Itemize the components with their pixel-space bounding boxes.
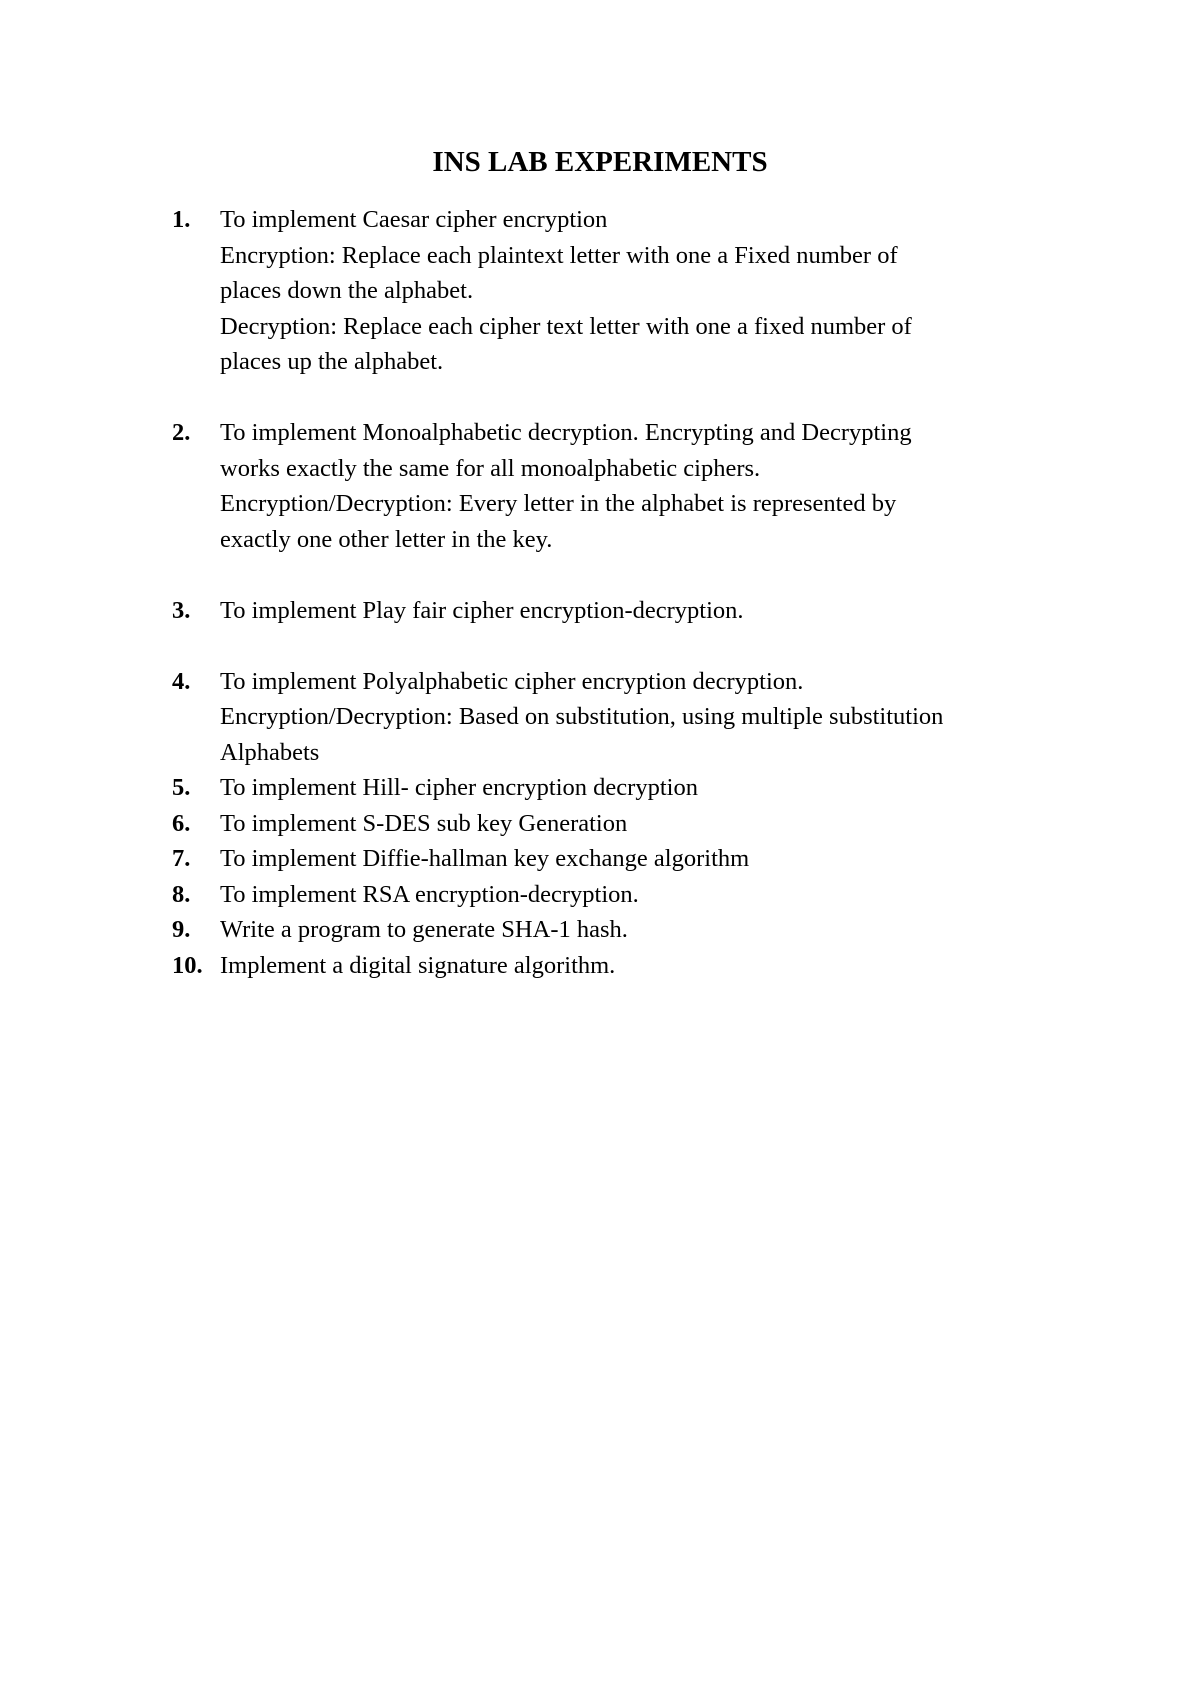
list-item-9 xyxy=(172,912,1092,948)
item-number: 4. xyxy=(172,667,191,695)
item-line: places down the alphabet. xyxy=(220,277,474,304)
list-item-7 xyxy=(172,841,1092,877)
list-item-2 xyxy=(172,415,1092,557)
item-line: works exactly the same for all monoalphabetic ciphers. xyxy=(220,454,761,482)
item-line: Encryption: Replace each plaintext letter with one a Fixed number of xyxy=(220,241,898,269)
item-line: exactly one other letter in the key. xyxy=(220,525,553,553)
list-item-4 xyxy=(172,664,1092,771)
item-line: Decryption: Replace each cipher text letter with one a fixed number of xyxy=(220,312,912,340)
item-line: To implement Play fair cipher encryption-decryption. xyxy=(220,596,744,624)
item-line: To implement Polyalphabetic cipher encryption decryption. xyxy=(220,667,804,695)
item-number: 8. xyxy=(172,880,191,908)
item-line: To implement Caesar cipher encryption xyxy=(220,206,608,233)
list-item-10 xyxy=(172,948,1092,984)
item-number: 10. xyxy=(172,951,203,979)
item-line: Write a program to generate SHA-1 hash. xyxy=(220,916,628,943)
item-line: Encryption/Decryption: Every letter in the alphabet is represented by xyxy=(220,490,897,517)
list-item-3 xyxy=(172,593,1092,629)
item-line: places up the alphabet. xyxy=(220,348,444,375)
item-number: 5. xyxy=(172,774,191,801)
list-item-8 xyxy=(172,877,1092,913)
item-number: 2. xyxy=(172,419,191,446)
item-line: To implement S-DES sub key Generation xyxy=(220,809,628,837)
item-number: 7. xyxy=(172,845,191,872)
item-line: Alphabets xyxy=(220,738,320,766)
list-item-1 xyxy=(172,202,1092,380)
item-line: To implement Monoalphabetic decryption. Encrypting and Decrypting xyxy=(220,419,912,446)
item-line: To implement Diffie-hallman key exchange algorithm xyxy=(220,845,750,872)
item-line: To implement RSA encryption-decryption. xyxy=(220,880,639,908)
item-number: 1. xyxy=(172,206,191,233)
page-title: INS LAB EXPERIMENTS xyxy=(432,146,768,178)
item-number: 9. xyxy=(172,916,191,943)
item-line: Implement a digital signature algorithm. xyxy=(220,951,616,979)
item-number: 6. xyxy=(172,809,191,837)
list-item-6 xyxy=(172,806,1092,842)
experiment-list xyxy=(172,202,1092,983)
item-line: Encryption/Decryption: Based on substitution, using multiple substitution xyxy=(220,703,944,730)
item-line: To implement Hill- cipher encryption decryption xyxy=(220,774,698,801)
list-item-5 xyxy=(172,770,1092,806)
item-number: 3. xyxy=(172,596,191,624)
